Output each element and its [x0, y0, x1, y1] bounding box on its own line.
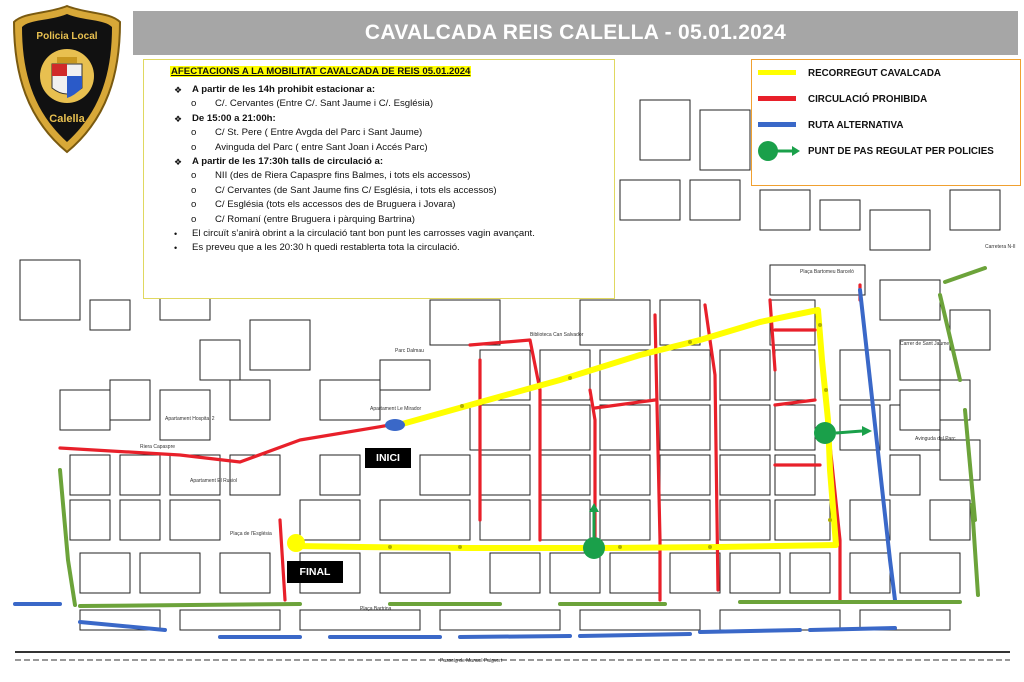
info-sub-item: [170, 198, 614, 212]
street-label: Apartament Hospital 2: [165, 416, 215, 422]
start-label: INICI: [365, 448, 411, 468]
city-block: [490, 553, 540, 593]
control-point-icon: [754, 139, 802, 163]
info-sub-item-text: Avinguda del Parc ( entre Sant Joan i Accés Parc): [215, 141, 428, 153]
prohibited-street-line: [775, 400, 815, 405]
info-sub-item-text: NII (des de Riera Capaspre fins Balmes, i tots els accessos): [215, 170, 471, 182]
city-block: [580, 300, 650, 345]
legend-item: [752, 89, 1017, 109]
city-block: [120, 500, 160, 540]
city-block: [480, 455, 530, 495]
building: [60, 390, 110, 430]
city-block: [70, 500, 110, 540]
city-block: [300, 500, 360, 540]
building: [230, 380, 270, 420]
city-block: [380, 500, 470, 540]
info-sub-item: [170, 141, 614, 155]
city-block: [380, 553, 450, 593]
city-block: [440, 610, 560, 630]
circle-bullet-icon: o: [191, 127, 197, 139]
info-sub-item: [170, 184, 614, 198]
city-block: [600, 455, 650, 495]
city-block: [660, 405, 710, 450]
city-block: [775, 350, 815, 400]
city-block: [80, 553, 130, 593]
start-point-marker: [385, 419, 405, 431]
info-item-text: De 15:00 a 21:00h:: [192, 112, 276, 124]
building: [250, 320, 310, 370]
control-point-marker: [814, 422, 836, 444]
info-sub-item-text: C/ Romaní (entre Bruguera i pàrquing Bartrina): [215, 213, 415, 225]
city-block: [850, 553, 890, 593]
info-item-text: El circuït s’anirà obrint a la circulació tant bon punt les carrosses vagin avançant.: [192, 228, 535, 240]
city-block: [170, 500, 220, 540]
building: [760, 190, 810, 230]
route-direction-marker: [818, 323, 822, 327]
building: [20, 260, 80, 320]
building: [870, 210, 930, 250]
street-label: Riera Capaspre: [140, 444, 176, 450]
detour-line: [945, 268, 985, 282]
legend-item: [752, 63, 1017, 83]
bullet-icon: ❖: [174, 157, 183, 168]
legend-label: RECORREGUT CAVALCADA: [808, 67, 941, 79]
city-block: [900, 553, 960, 593]
bullet-icon: •: [174, 229, 178, 240]
city-block: [220, 553, 270, 593]
building: [940, 440, 980, 480]
city-block: [600, 405, 650, 450]
info-item-text: A partir de les 14h prohibit estacionar a:: [192, 84, 376, 95]
circle-bullet-icon: o: [191, 170, 197, 182]
building: [160, 390, 210, 440]
city-block: [660, 300, 700, 345]
city-block: [550, 553, 600, 593]
alternative-route-line: [460, 636, 570, 637]
city-block: [540, 455, 590, 495]
title-bar: [133, 11, 1018, 55]
alternative-route-line: [810, 628, 895, 630]
info-sub-item-text: C/ St. Pere ( Entre Avgda del Parc i Sant Jaume): [215, 127, 423, 139]
circle-bullet-icon: o: [191, 199, 197, 211]
city-block: [600, 500, 650, 540]
info-item: [170, 112, 614, 126]
control-point-arrow: [836, 431, 862, 433]
street-label: Plaça Bartrina: [360, 606, 392, 612]
info-sub-list: [170, 126, 614, 155]
street-label: Avinguda del Parc: [915, 436, 956, 442]
city-block: [930, 500, 970, 540]
route-direction-marker: [828, 518, 832, 522]
info-item: [170, 155, 614, 169]
city-block: [770, 300, 815, 345]
street-label: Carretera N-II: [985, 244, 1016, 250]
end-label: FINAL: [287, 561, 343, 583]
city-block: [430, 300, 500, 345]
circle-bullet-icon: o: [191, 213, 197, 225]
end-point-marker: [287, 534, 305, 552]
city-block: [840, 350, 890, 400]
building: [880, 280, 940, 320]
circle-bullet-icon: o: [191, 141, 197, 153]
street-label: Plaça de l'Església: [230, 531, 272, 537]
info-item: [170, 227, 614, 241]
city-block: [540, 500, 590, 540]
prohibited-street-line: [280, 520, 285, 600]
building: [320, 380, 380, 420]
city-block: [660, 500, 710, 540]
city-block: [120, 455, 160, 495]
building: [950, 310, 990, 350]
info-item-text: A partir de les 17:30h talls de circulació a:: [192, 156, 384, 168]
legend-label: PUNT DE PAS REGULAT PER POLICIES: [808, 145, 994, 157]
street-label: Passeig de Manuel Puigvert: [440, 658, 503, 664]
city-block: [775, 455, 815, 495]
alternative-route-line: [700, 630, 800, 632]
info-sub-list: [170, 97, 614, 111]
info-sub-item: [170, 169, 614, 183]
legend-item: [752, 141, 1017, 161]
street-label: Biblioteca Can Salvador: [530, 332, 584, 338]
city-block: [420, 455, 470, 495]
city-block: [670, 553, 720, 593]
building: [200, 340, 240, 380]
route-direction-marker: [688, 340, 692, 344]
city-block: [170, 455, 220, 495]
building: [90, 300, 130, 330]
building: [900, 390, 940, 430]
city-block: [890, 455, 920, 495]
legend-line-swatch: [758, 122, 796, 127]
route-direction-marker: [568, 376, 572, 380]
logo-text-bottom: Calella: [49, 113, 85, 125]
alternative-route-line: [580, 634, 690, 636]
city-block: [660, 455, 710, 495]
route-direction-marker: [618, 545, 622, 549]
bullet-icon: ❖: [174, 113, 183, 124]
city-block: [660, 350, 710, 400]
info-list: [170, 83, 614, 256]
police-badge-logo: [12, 4, 122, 154]
city-block: [720, 610, 840, 630]
mobility-info-box: [143, 59, 615, 299]
info-item: [170, 83, 614, 97]
city-block: [580, 610, 700, 630]
info-item: [170, 241, 614, 255]
info-sub-list: [170, 169, 614, 227]
bullet-icon: ❖: [174, 85, 183, 95]
city-block: [730, 553, 780, 593]
legend-line-swatch: [758, 70, 796, 75]
map-legend: [751, 59, 1021, 186]
legend-item: [752, 115, 1017, 135]
building: [950, 190, 1000, 230]
info-sub-item: [170, 97, 614, 111]
route-direction-marker: [824, 388, 828, 392]
control-point-marker: [583, 537, 605, 559]
city-block: [610, 553, 660, 593]
info-item-text: Es preveu que a les 20:30 h quedi restablerta tota la circulació.: [192, 242, 460, 254]
circle-bullet-icon: o: [191, 184, 197, 196]
street-label: Plaça Bartomeu Barceló: [800, 269, 854, 275]
street-label: Apartament Le Mirador: [370, 406, 422, 412]
street-label: Carrer de Sant Jaume: [900, 341, 950, 347]
building: [700, 110, 750, 170]
city-block: [720, 500, 770, 540]
info-sub-item: [170, 213, 614, 227]
bullet-icon: •: [174, 243, 178, 254]
city-block: [480, 500, 530, 540]
street-label: Apartament El Rusiol: [190, 478, 237, 484]
city-block: [140, 553, 200, 593]
building: [620, 180, 680, 220]
legend-label: RUTA ALTERNATIVA: [808, 119, 904, 131]
building: [820, 200, 860, 230]
legend-line-swatch: [758, 96, 796, 101]
info-sub-item-text: C/ Església (tots els accessos des de Bruguera i Jovara): [215, 199, 456, 211]
building: [110, 380, 150, 420]
building: [380, 360, 430, 390]
city-block: [70, 455, 110, 495]
detour-line: [80, 604, 300, 606]
route-direction-marker: [708, 545, 712, 549]
city-block: [775, 405, 815, 450]
building: [640, 100, 690, 160]
city-block: [790, 553, 830, 593]
route-direction-marker: [388, 545, 392, 549]
route-direction-marker: [460, 404, 464, 408]
info-sub-item: [170, 126, 614, 140]
logo-text-top: Policia Local: [36, 31, 98, 42]
city-block: [775, 500, 830, 540]
info-heading: AFECTACIONS A LA MOBILITAT CAVALCADA DE REIS 05.01.2024: [171, 66, 471, 77]
page-title: CAVALCADA REIS CALELLA - 05.01.2024: [364, 21, 787, 44]
route-direction-marker: [458, 545, 462, 549]
city-block: [720, 405, 770, 450]
circle-bullet-icon: o: [191, 98, 197, 110]
city-block: [720, 455, 770, 495]
building: [690, 180, 740, 220]
street-label: Parc Dalmau: [395, 348, 424, 354]
info-sub-item-text: C/ Cervantes (de Sant Jaume fins C/ Església, i tots els accessos): [215, 184, 497, 196]
city-block: [300, 610, 420, 630]
city-block: [180, 610, 280, 630]
legend-label: CIRCULACIÓ PROHIBIDA: [808, 93, 928, 105]
info-sub-item-text: C/. Cervantes (Entre C/. Sant Jaume i C/. Església): [215, 98, 434, 110]
city-block: [320, 455, 360, 495]
city-block: [720, 350, 770, 400]
city-block: [540, 405, 590, 450]
